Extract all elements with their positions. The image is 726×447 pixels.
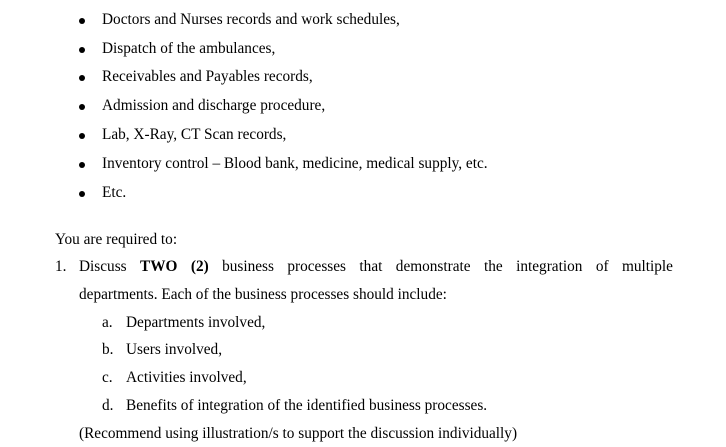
bullet-item: Admission and discharge procedure, <box>102 97 326 114</box>
bullet-item: Inventory control – Blood bank, medicine, medical supply, etc. <box>102 155 488 172</box>
subitem-text: Activities involved, <box>126 369 247 386</box>
subitem-marker: d. <box>102 397 114 414</box>
question-word: business <box>222 258 274 275</box>
question-word-emphasis: TWO <box>140 258 178 275</box>
bullet-icon <box>79 162 85 168</box>
question-word: demonstrate <box>395 258 471 275</box>
bullet-icon <box>79 18 85 24</box>
subitem-marker: b. <box>102 341 114 358</box>
question-word: integration <box>516 258 583 275</box>
question-word: that <box>359 258 383 275</box>
subitem-text: Users involved, <box>126 341 223 358</box>
bullet-item: Etc. <box>102 184 127 201</box>
question-line-1 <box>79 258 673 276</box>
question-number: 1. <box>55 258 67 275</box>
subitem-marker: a. <box>102 314 113 331</box>
subitem-text: Departments involved, <box>126 314 266 331</box>
question-word: of <box>595 258 609 275</box>
bullet-item: Receivables and Payables records, <box>102 68 313 85</box>
bullet-icon <box>79 75 85 81</box>
question-word: the <box>483 258 503 275</box>
question-note: (Recommend using illustration/s to support the discussion individually) <box>79 425 518 442</box>
bullet-item: Doctors and Nurses records and work schedules, <box>102 11 400 28</box>
subitem-text: Benefits of integration of the identified business processes. <box>126 397 488 414</box>
question-word: multiple <box>621 258 673 275</box>
bullet-icon <box>79 191 85 197</box>
bullet-item: Lab, X-Ray, CT Scan records, <box>102 126 287 143</box>
bullet-item: Dispatch of the ambulances, <box>102 40 276 57</box>
question-word: Discuss <box>79 258 127 275</box>
bullet-icon <box>79 104 85 110</box>
subitem-marker: c. <box>102 369 113 386</box>
question-word: processes <box>287 258 346 275</box>
bullet-icon <box>79 47 85 53</box>
question-line-2: departments. Each of the business processes should include: <box>79 286 447 303</box>
bullet-icon <box>79 133 85 139</box>
requirements-intro: You are required to: <box>55 231 178 248</box>
question-word-emphasis: (2) <box>190 258 209 275</box>
